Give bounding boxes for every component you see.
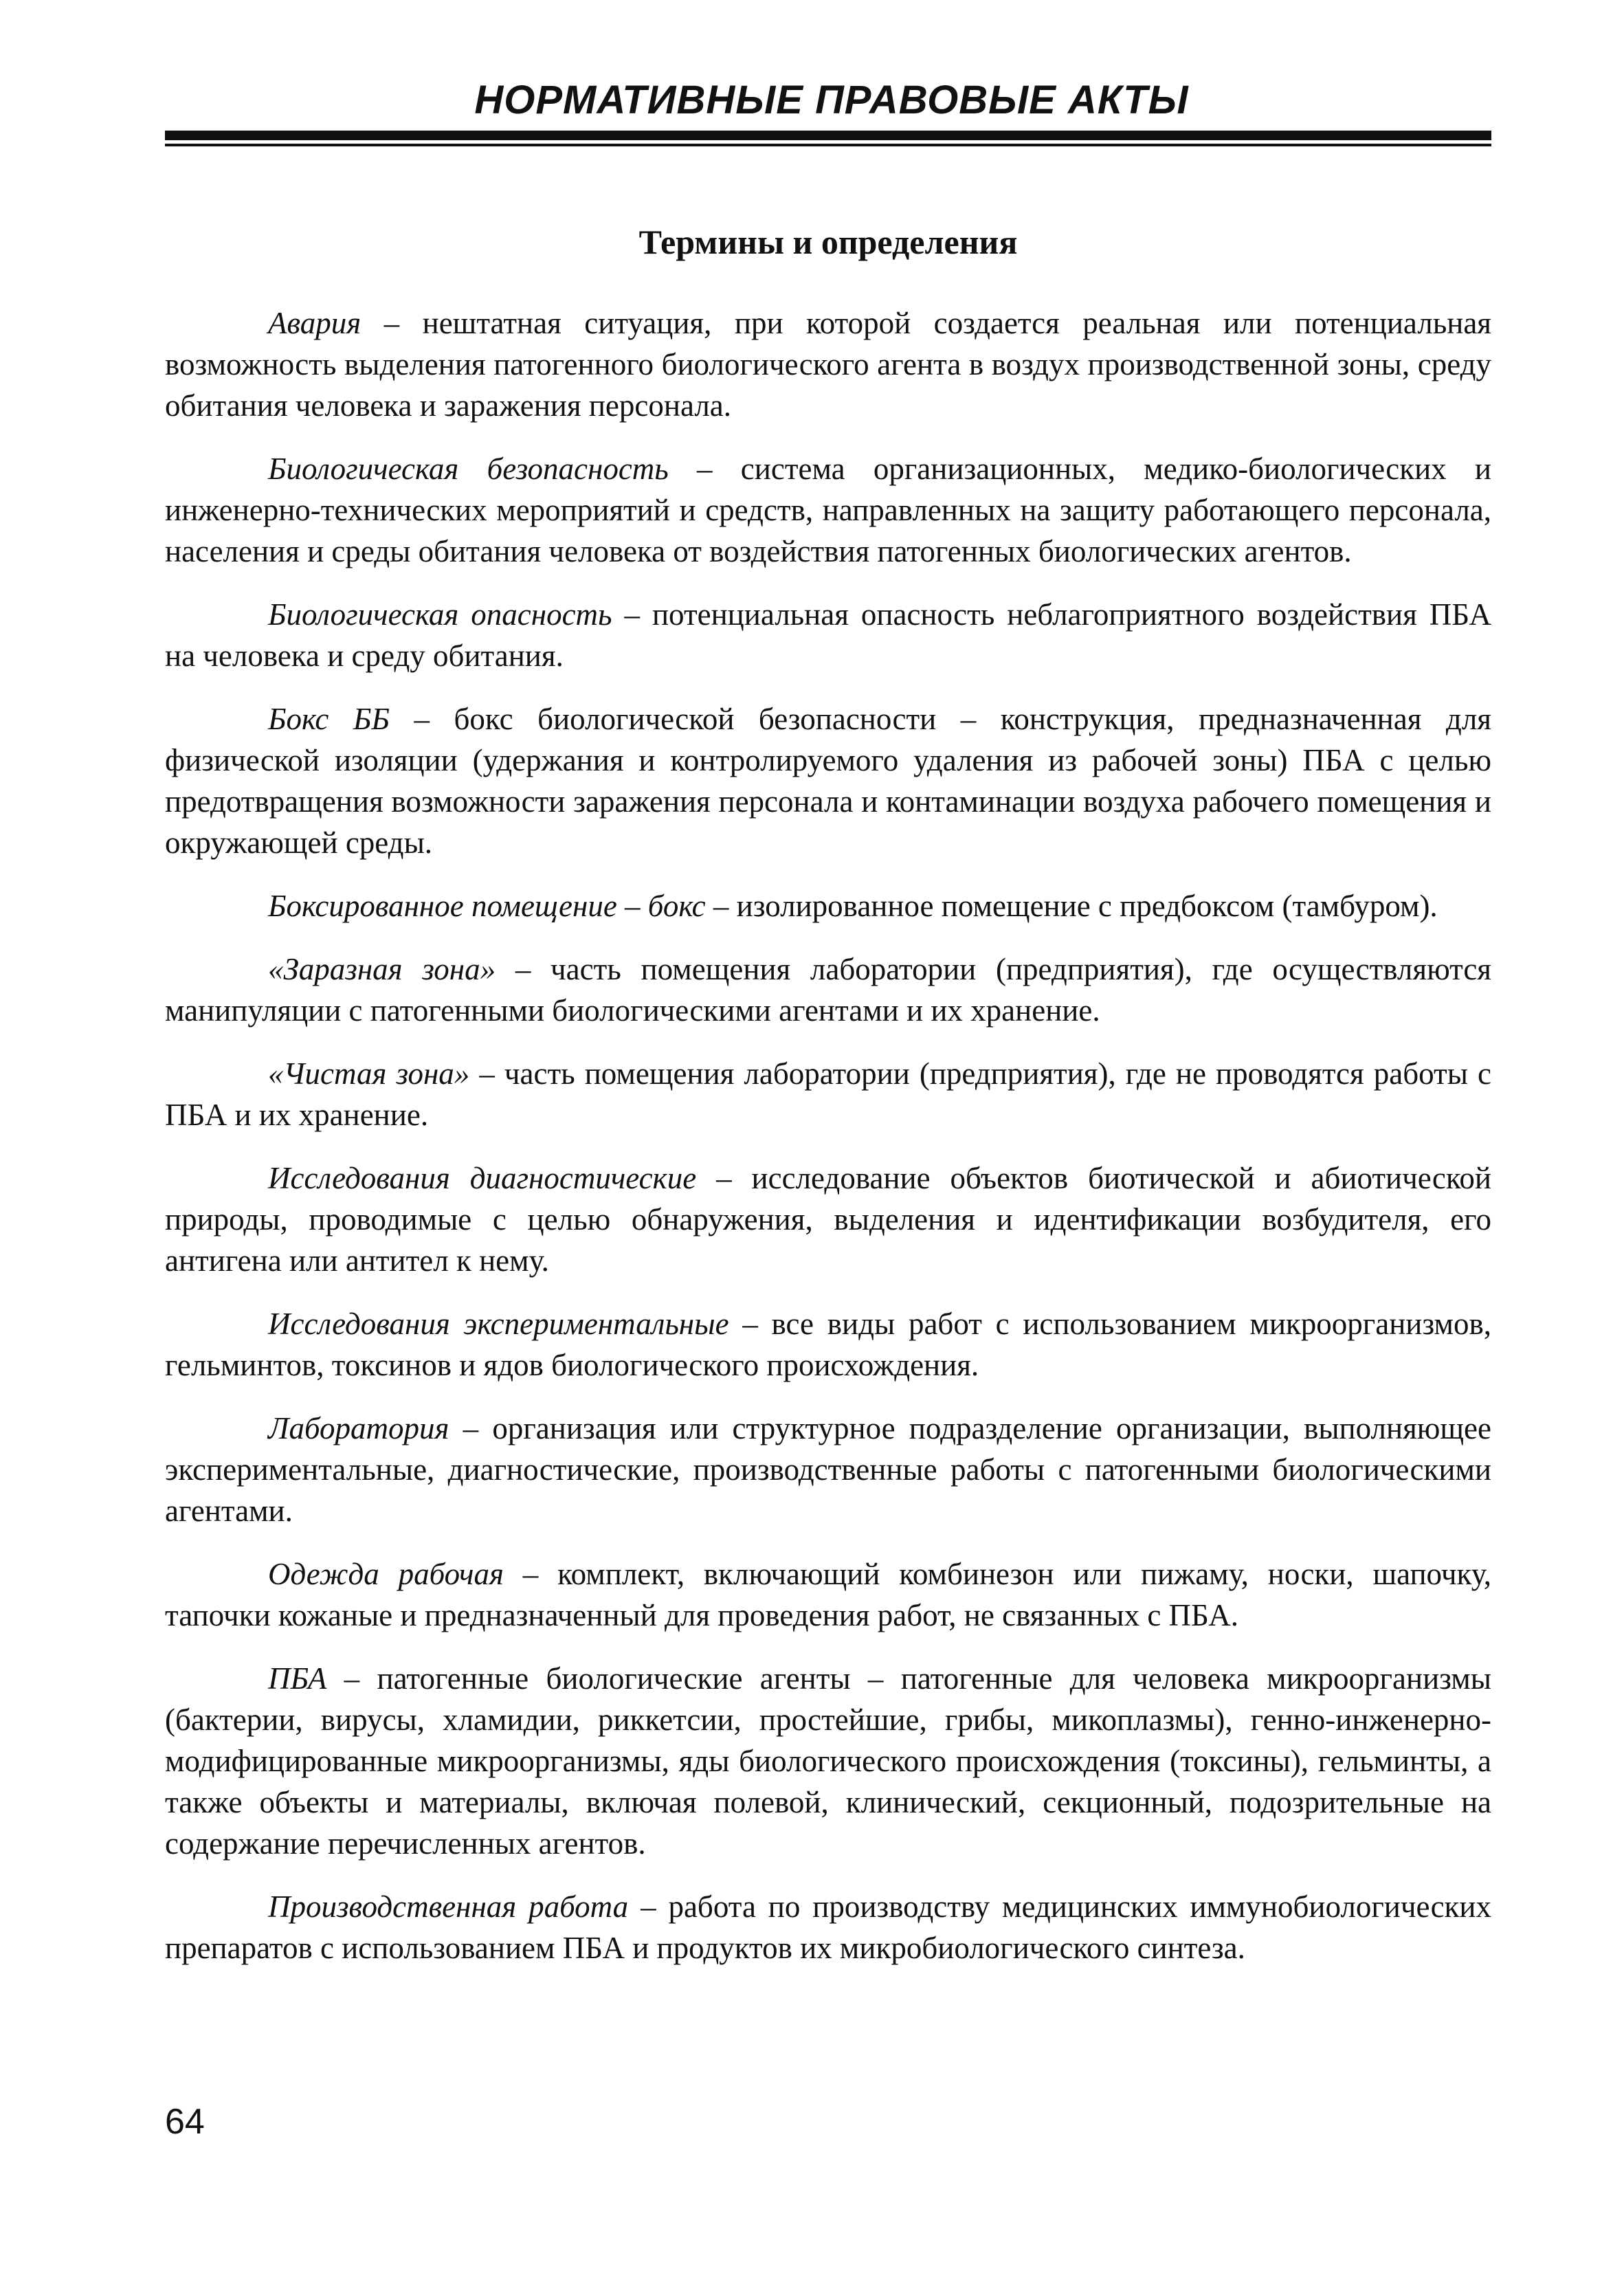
term: ПБА <box>268 1661 327 1696</box>
definition-entry <box>165 1553 1491 1636</box>
definition-entry <box>165 1053 1491 1135</box>
definition: – патогенные биологические агенты – патогенные для человека микроорганизмы (бактерии, вирусы, хламидии, риккетсии, простейшие, грибы, микоплазмы), генно-инженерно-модифицированные микроорганизмы, яды биологического происхождения (токсины), гельминты, а также объекты и материалы, включая полевой, клинический, секционный, подозрительные на содержание перечисленных агентов. <box>165 1661 1491 1861</box>
definition: – комплект, включающий комбинезон или пижаму, носки, шапочку, тапочки кожаные и предназначенный для проведения работ, не связанных с ПБА. <box>165 1557 1491 1632</box>
definition-entry <box>165 1157 1491 1281</box>
definition-entry <box>165 1658 1491 1864</box>
running-header <box>165 76 1498 125</box>
term: Лаборатория <box>268 1411 449 1445</box>
definition-entry <box>165 1886 1491 1969</box>
term: Боксированное помещение – бокс <box>268 889 706 923</box>
term: «Чистая зона» <box>268 1056 470 1091</box>
definition: – часть помещения лаборатории (предприятия), где не проводятся работы с ПБА и их хранение. <box>165 1056 1491 1132</box>
definition: – часть помещения лаборатории (предприятия), где осуществляются манипуляции с патогенными биологическими агентами и их хранение. <box>165 952 1491 1028</box>
header-rule <box>165 131 1491 140</box>
term: «Заразная зона» <box>268 952 496 986</box>
term: Исследования диагностические <box>268 1161 697 1195</box>
header-title: НОРМАТИВНЫЕ ПРАВОВЫЕ АКТЫ <box>474 78 1189 122</box>
definition: – работа по производству медицинских иммунобиологических препаратов с использованием ПБА и продуктов их микробиологического синтеза. <box>165 1889 1492 1965</box>
definition-entry <box>165 302 1491 426</box>
term: Одежда рабочая <box>268 1557 504 1591</box>
definition: – бокс биологической безопасности – конструкция, предназначенная для физической изоляции (удержания и контролируемого удаления из рабочей зоны) ПБА с целью предотвращения возможности заражения персонала и контаминации воздуха рабочего помещения и окружающей среды. <box>165 702 1491 860</box>
definition-entry <box>165 1408 1491 1531</box>
definition: – система организационных, медико-биологических и инженерно-технических мероприятий и средств, направленных на защиту работающего персонала, населения и среды обитания человека от воздействия патогенных биологических агентов. <box>165 452 1492 568</box>
definition: – исследование объектов биотической и абиотической природы, проводимые с целью обнаружения, выделения и идентификации возбудителя, его антигена или антител к нему. <box>165 1161 1491 1278</box>
page-number: 64 <box>165 2102 205 2142</box>
term: Авария <box>268 306 361 340</box>
definition-entry <box>165 885 1491 927</box>
definition-entry <box>165 698 1491 863</box>
definition-entry <box>165 1303 1491 1386</box>
definition: – организация или структурное подразделение организации, выполняющее экспериментальные, диагностические, производственные работы с патогенными биологическими агентами. <box>165 1411 1491 1528</box>
definitions-list <box>165 302 1491 1991</box>
term: Исследования экспериментальные <box>268 1307 729 1341</box>
definition: – нештатная ситуация, при которой создается реальная или потенциальная возможность выделения патогенного биологического агента в воздух производственной зоны, среду обитания человека и заражения персонала. <box>165 306 1491 423</box>
definition-entry <box>165 448 1491 572</box>
term: Биологическая безопасность <box>268 452 669 486</box>
header-rule-thin <box>165 144 1491 146</box>
section-title: Термины и определения <box>638 223 1018 261</box>
term: Бокс ББ <box>268 702 390 736</box>
definition: – все виды работ с использованием микроорганизмов, гельминтов, токсинов и ядов биологического происхождения. <box>165 1307 1491 1382</box>
term: Биологическая опасность <box>268 597 612 632</box>
definition: – изолированное помещение с предбоксом (тамбуром). <box>705 889 1438 923</box>
definition: – потенциальная опасность неблагоприятного воздействия ПБА на человека и среду обитания. <box>165 597 1491 673</box>
term: Производственная работа <box>268 1889 629 1924</box>
definition-entry <box>165 594 1491 676</box>
definition-entry <box>165 949 1491 1031</box>
